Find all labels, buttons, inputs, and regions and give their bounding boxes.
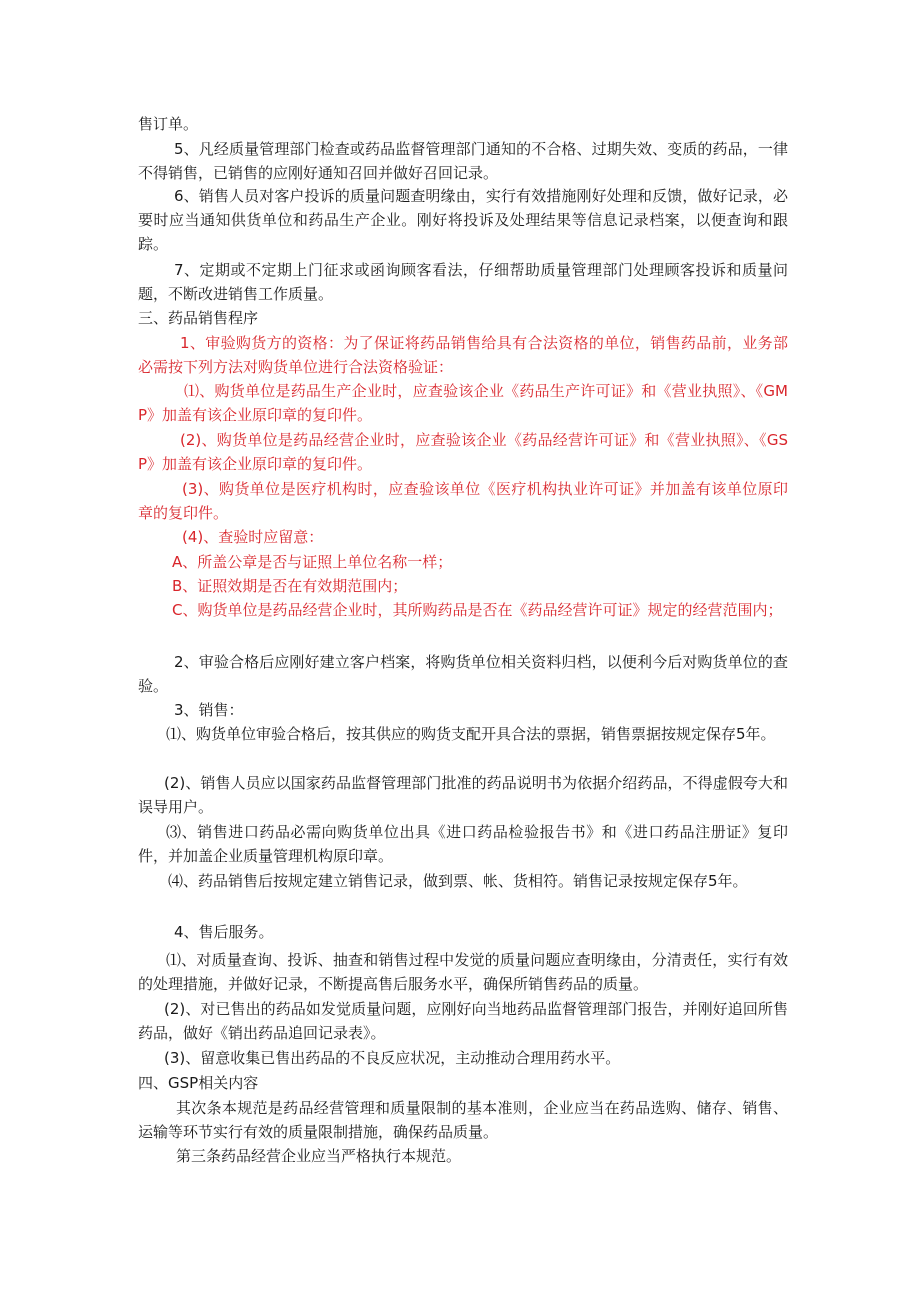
paragraph-sale-3: ⑶、销售进口药品必需向购货单位出具《进口药品检验报告书》和《进口药品注册证》复印件，并加盖企业质量管理机构原印章。 (138, 823, 788, 865)
section-heading-4: 四、GSP相关内容 (138, 1074, 259, 1092)
paragraph-item-7: 7、定期或不定期上门征求或函询顾客看法，仔细帮助质量管理部门处理顾客投诉和质量问题，不断改进销售工作质量。 (138, 261, 788, 303)
paragraph-item-5: 5、凡经质量管理部门检查或药品监督管理部门通知的不合格、过期失效、变质的药品，一律不得销售，已销售的应刚好通知召回并做好召回记录。 (138, 140, 788, 182)
red-paragraph-sub-2: (2)、购货单位是药品经营企业时，应查验该企业《药品经营许可证》和《营业执照》、《GSP》加盖有该企业原印章的复印件。 (138, 431, 788, 473)
paragraph-service-2: (2)、对已售出的药品如发觉质量问题，应刚好向当地药品监督管理部门报告，并刚好追回所售药品，做好《销出药品追回记录表》。 (138, 1000, 788, 1042)
paragraph-continuation: 售订单。 (138, 115, 199, 133)
red-paragraph-a: A、所盖公章是否与证照上单位名称一样； (172, 553, 453, 571)
section-heading-3: 三、药品销售程序 (138, 309, 259, 327)
paragraph-sale-4: ⑷、药品销售后按规定建立销售记录，做到票、帐、货相符。销售记录按规定保存5年。 (168, 872, 748, 890)
red-paragraph-sub-3: (3)、购货单位是医疗机构时，应查验该单位《医疗机构执业许可证》并加盖有该单位原印章的复印件。 (138, 480, 788, 522)
paragraph-article-2: 其次条本规范是药品经营管理和质量限制的基本准则，企业应当在药品选购、储存、销售、运输等环节实行有效的质量限制措施，确保药品质量。 (138, 1099, 788, 1141)
red-paragraph-sub-1: ⑴、购货单位是药品生产企业时，应查验该企业《药品生产许可证》和《营业执照》、《GMP》加盖有该企业原印章的复印件。 (138, 382, 788, 424)
red-paragraph-c: C、购货单位是药品经营企业时，其所购药品是否在《药品经营许可证》规定的经营范围内； (172, 601, 783, 619)
paragraph-item-2: 2、审验合格后应刚好建立客户档案，将购货单位相关资料归档，以便利今后对购货单位的查验。 (138, 653, 788, 695)
paragraph-item-4: 4、售后服务。 (174, 923, 274, 941)
paragraph-item-3: 3、销售： (174, 701, 244, 719)
red-paragraph-1: 1、审验购货方的资格：为了保证将药品销售给具有合法资格的单位，销售药品前，业务部必需按下列方法对购货单位进行合法资格验证： (138, 334, 788, 376)
paragraph-sale-2: (2)、销售人员应以国家药品监督管理部门批准的药品说明书为依据介绍药品，不得虚假夸大和误导用户。 (138, 774, 788, 816)
paragraph-item-6: 6、销售人员对客户投诉的质量问题查明缘由，实行有效措施刚好处理和反馈，做好记录，必要时应当通知供货单位和药品生产企业。刚好将投诉及处理结果等信息记录档案，以便查询和跟踪。 (138, 187, 788, 253)
paragraph-service-3: (3)、留意收集已售出药品的不良反应状况，主动推动合理用药水平。 (164, 1049, 621, 1067)
paragraph-sale-1: ⑴、购货单位审验合格后，按其供应的购货支配开具合法的票据，销售票据按规定保存5年。 (166, 725, 776, 743)
paragraph-article-3: 第三条药品经营企业应当严格执行本规范。 (176, 1147, 462, 1165)
red-paragraph-b: B、证照效期是否在有效期范围内； (172, 577, 408, 595)
paragraph-service-1: ⑴、对质量查询、投诉、抽查和销售过程中发觉的质量问题应查明缘由，分清责任，实行有效的处理措施，并做好记录，不断提高售后服务水平，确保所销售药品的质量。 (138, 951, 788, 993)
red-paragraph-sub-4: (4)、查验时应留意： (182, 528, 324, 546)
